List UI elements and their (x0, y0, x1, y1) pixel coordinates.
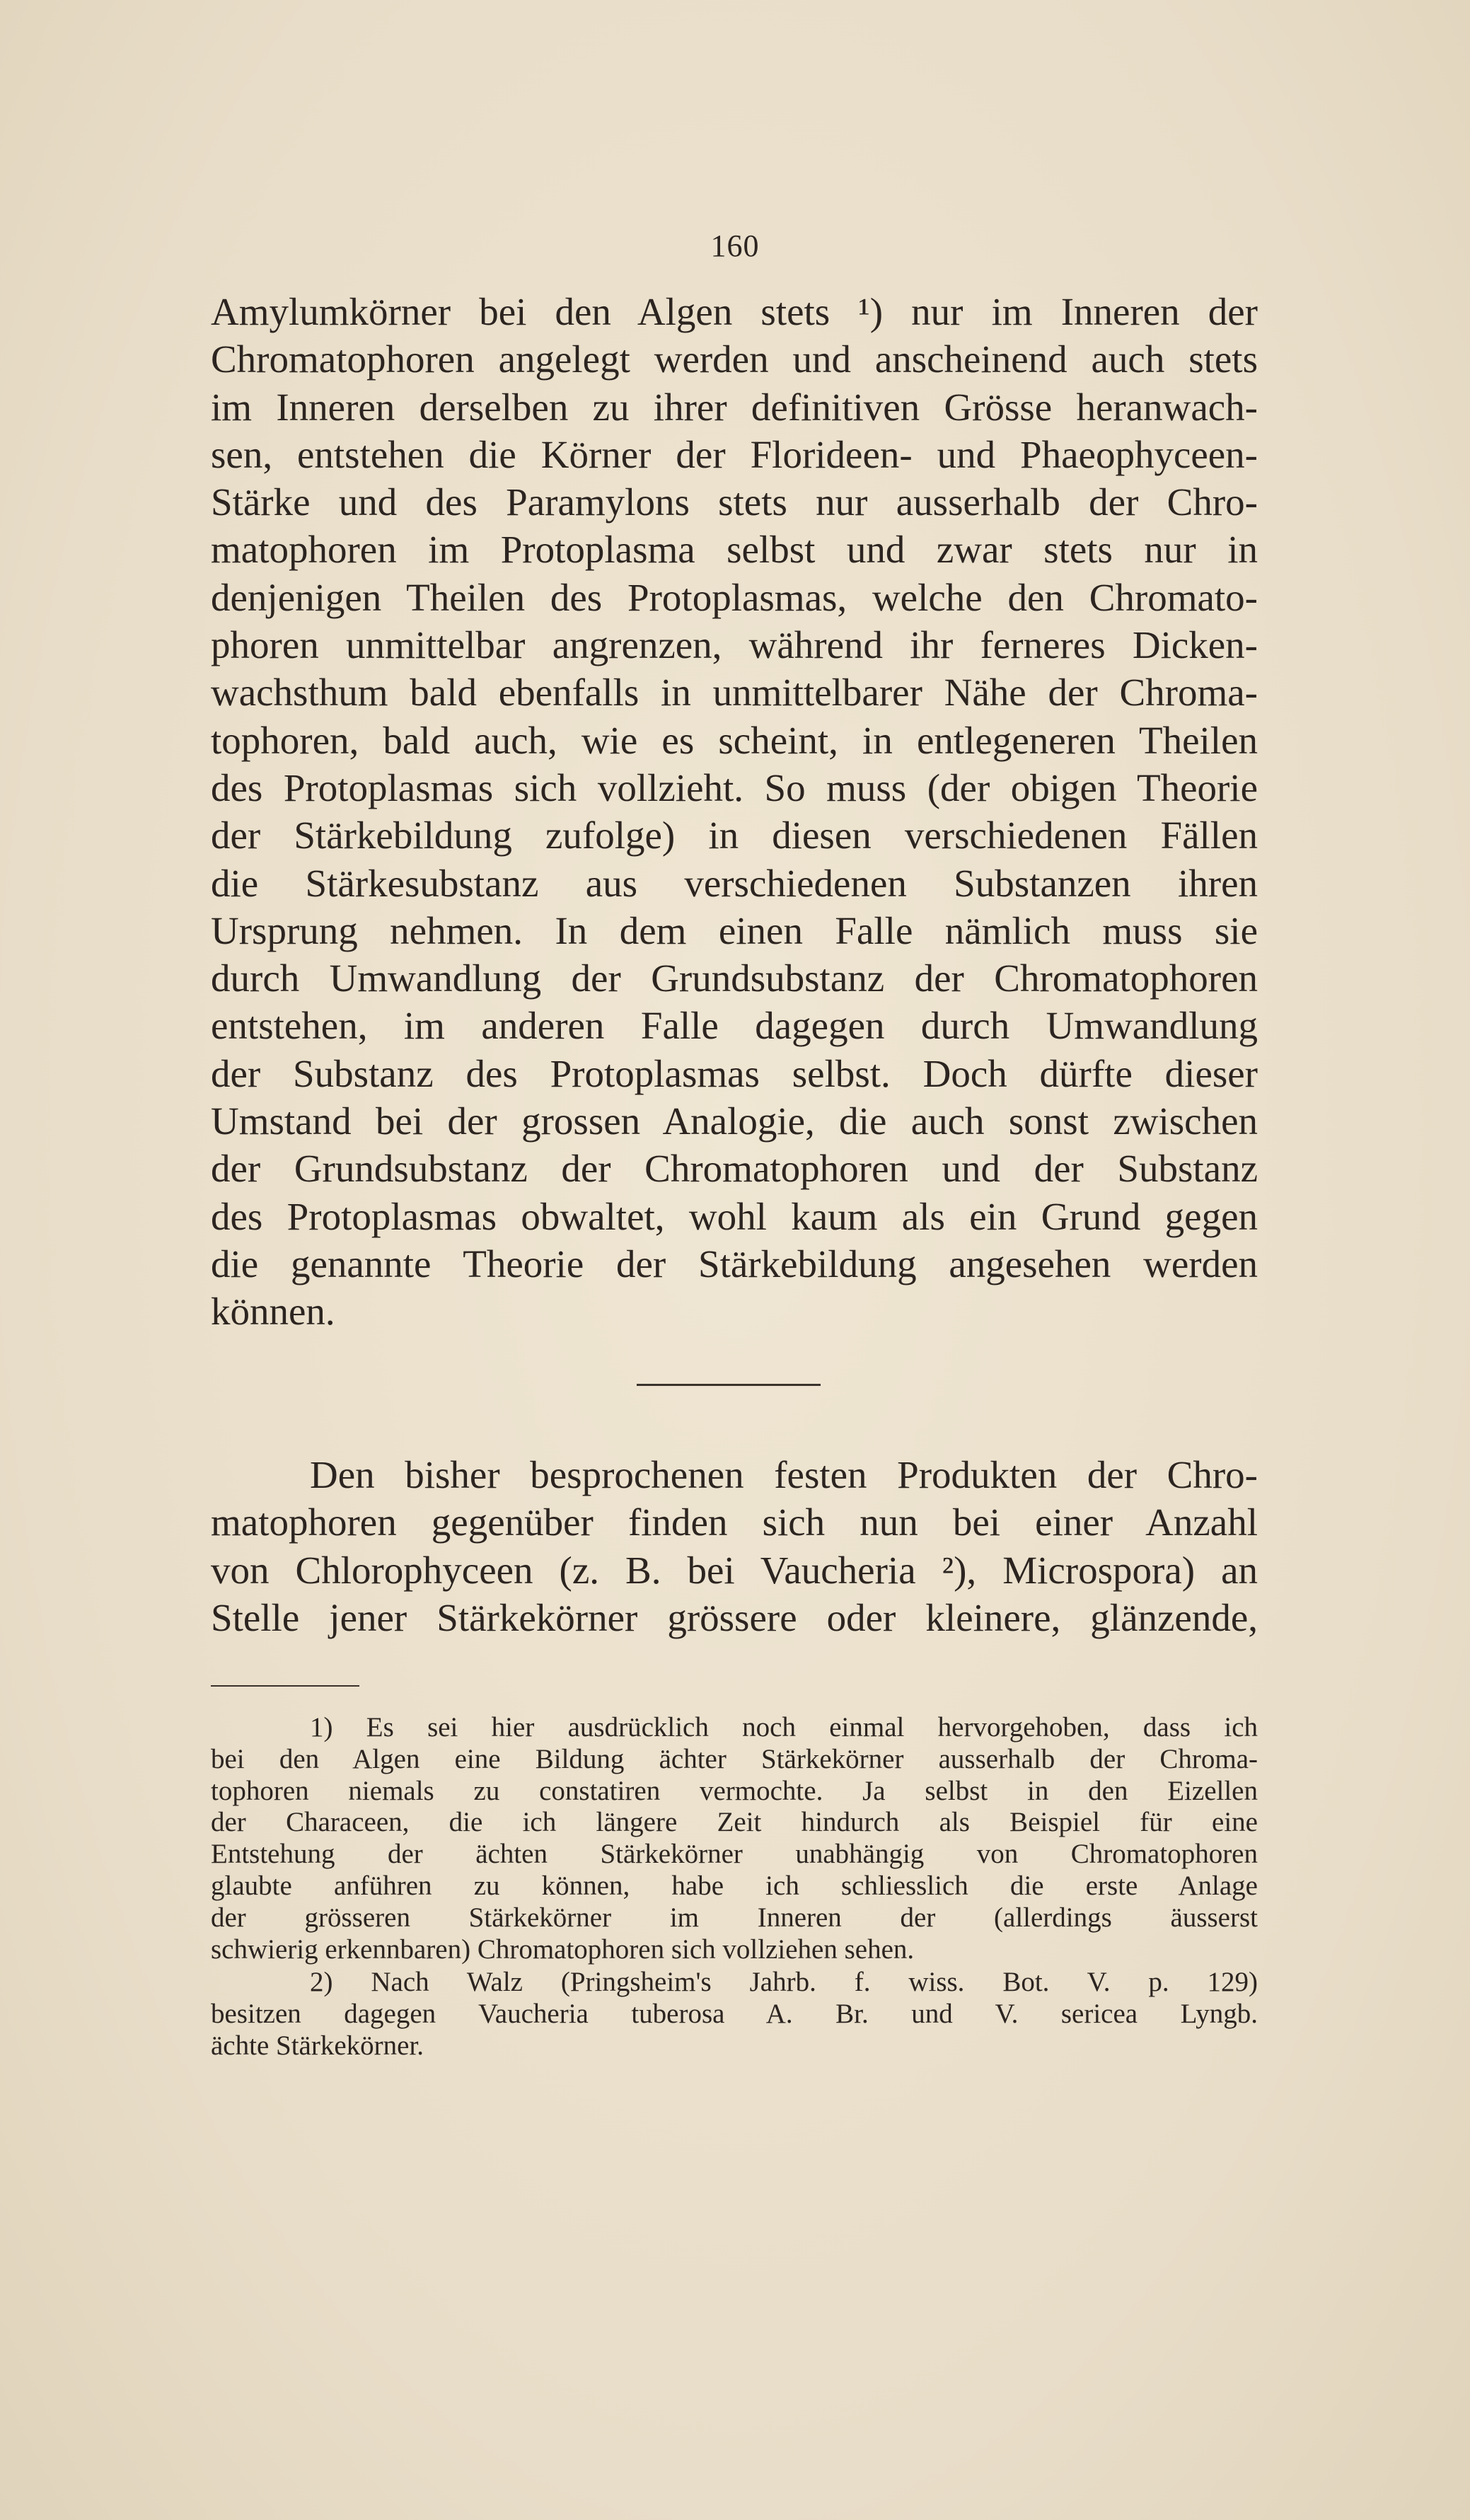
footnote-2 (211, 1967, 1258, 2062)
text-line: durch Umwandlung der Grundsubstanz der Chromatophoren (211, 956, 1258, 1000)
footnote-line: ächte Stärkekörner. (211, 2030, 424, 2061)
text-line: die genannte Theorie der Stärkebildung angesehen werden (211, 1242, 1258, 1285)
text-line: wachsthum bald ebenfalls in unmittelbarer Nähe der Chroma- (211, 671, 1258, 715)
text-line: des Protoplasmas sich vollzieht. So muss (der obigen Theorie (211, 765, 1258, 809)
section-divider (637, 1384, 821, 1386)
text-line: Amylumkörner bei den Algen stets ¹) nur im Inneren der (211, 290, 1258, 333)
text-line: matophoren im Protoplasma selbst und zwar stets nur in (211, 528, 1258, 572)
text-line: des Protoplasmas obwaltet, wohl kaum als ein Grund gegen (211, 1194, 1258, 1238)
text-line: Stärke und des Paramylons stets nur ausserhalb der Chro- (211, 480, 1258, 524)
footnote-line: tophoren niemals zu constatiren vermochte. Ja selbst in den Eizellen (211, 1775, 1258, 1806)
footnote-line: bei den Algen eine Bildung ächter Stärkekörner ausserhalb der Chroma- (211, 1743, 1258, 1774)
page-number: 160 (710, 229, 760, 263)
text-line: Ursprung nehmen. In dem einen Falle nämlich muss sie (211, 908, 1258, 952)
paragraph-2 (211, 1451, 1258, 1641)
text-line: von Chlorophyceen (z. B. bei Vaucheria ²), Microspora) an (211, 1548, 1258, 1592)
text-line: der Grundsubstanz der Chromatophoren und der Substanz (211, 1147, 1258, 1191)
text-line: können. (211, 1290, 335, 1334)
text-line: der Substanz des Protoplasmas selbst. Doch dürfte dieser (211, 1051, 1258, 1095)
text-line: denjenigen Theilen des Protoplasmas, welche den Chromato- (211, 575, 1258, 619)
footnote-line: der Characeen, die ich längere Zeit hindurch als Beispiel für eine (211, 1807, 1258, 1838)
footnote-1 (211, 1712, 1258, 1965)
text-line: im Inneren derselben zu ihrer definitiven Grösse heranwach- (211, 385, 1258, 429)
footnote-line: besitzen dagegen Vaucheria tuberosa A. Br. und V. sericea Lyngb. (211, 1998, 1258, 2029)
footnote-divider (211, 1685, 359, 1687)
footnote-line: 1) Es sei hier ausdrücklich noch einmal hervorgehoben, dass ich (310, 1712, 1258, 1742)
text-line: Stelle jener Stärkekörner grössere oder kleinere, glänzende, (211, 1595, 1258, 1639)
text-line: die Stärkesubstanz aus verschiedenen Substanzen ihren (211, 861, 1258, 905)
footnote-line: 2) Nach Walz (Pringsheim's Jahrb. f. wiss. Bot. V. p. 129) (310, 1967, 1258, 1997)
text-line: Den bisher besprochenen festen Produkten der Chro- (310, 1453, 1258, 1496)
paragraph-1 (211, 288, 1258, 1336)
footnote-line: schwierig erkennbaren) Chromatophoren sich vollziehen sehen. (211, 1934, 915, 1965)
text-line: sen, entstehen die Körner der Florideen- und Phaeophyceen- (211, 432, 1258, 476)
footnote-line: glaubte anführen zu können, habe ich schliesslich die erste Anlage (211, 1870, 1258, 1901)
text-line: entstehen, im anderen Falle dagegen durch Umwandlung (211, 1004, 1258, 1048)
text-line: der Stärkebildung zufolge) in diesen verschiedenen Fällen (211, 814, 1258, 857)
text-line: phoren unmittelbar angrenzen, während ihr ferneres Dicken- (211, 623, 1258, 667)
text-line: tophoren, bald auch, wie es scheint, in entlegeneren Theilen (211, 718, 1258, 762)
text-line: Chromatophoren angelegt werden und anscheinend auch stets (211, 337, 1258, 381)
footnote-line: der grösseren Stärkekörner im Inneren der (allerdings äusserst (211, 1902, 1258, 1933)
footnote-line: Entstehung der ächten Stärkekörner unabhängig von Chromatophoren (211, 1839, 1258, 1870)
text-line: Umstand bei der grossen Analogie, die auch sonst zwischen (211, 1099, 1258, 1143)
text-line: matophoren gegenüber finden sich nun bei einer Anzahl (211, 1501, 1258, 1544)
